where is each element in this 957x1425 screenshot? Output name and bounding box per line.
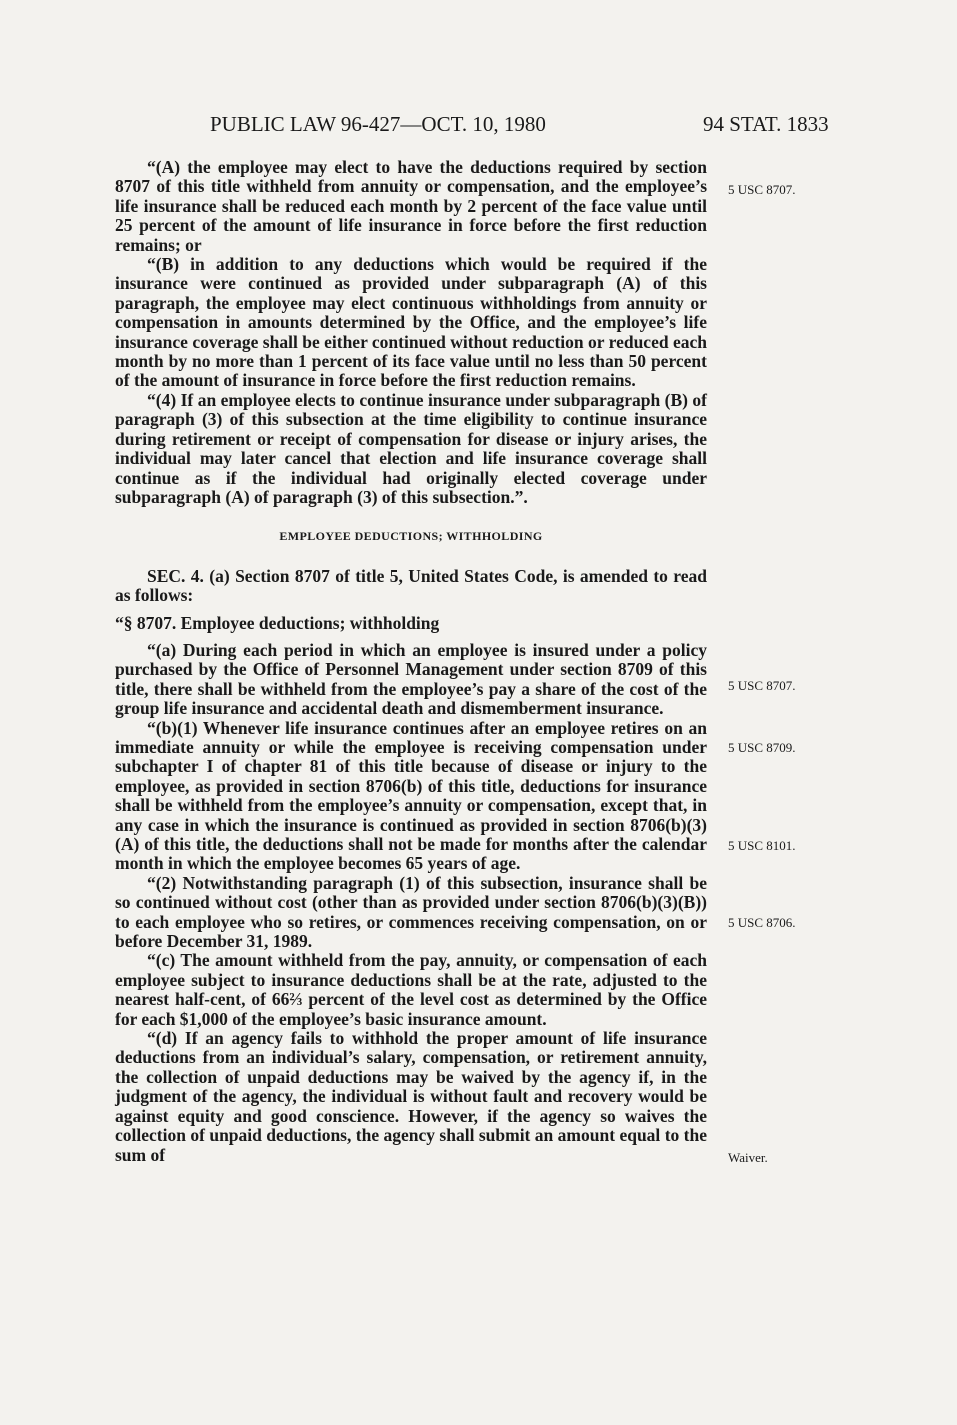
section-4-intro: SEC. 4. (a) Section 8707 of title 5, United States Code, is amended to read as follows:: [115, 565, 707, 606]
margin-note-waiver: Waiver.: [728, 1150, 768, 1165]
subsection-d: “(d) If an agency fails to withhold the proper amount of life insurance deductions from an individual’s salary, compensation, or retirement annuity, the collection of unpaid deductions may be waived by the agency if, in the judgment of the agency, the individual is without fault and recovery would be against equity and good conscience. However, if the agency so waives the collection of unpaid deductions, the agency shall submit an amount equal to the sum of: [115, 1028, 707, 1165]
section-8707-title: “§ 8707. Employee deductions; withholding: [115, 612, 440, 633]
margin-note-usc-8707-b: 5 USC 8707.: [728, 678, 796, 693]
page-header-title: PUBLIC LAW 96-427—OCT. 10, 1980: [210, 112, 546, 136]
margin-note-usc-8101: 5 USC 8101.: [728, 838, 796, 853]
subsection-a: “(a) During each period in which an employee is insured under a policy purchased by the Office of Personnel Management under section 8709 of this title, there shall be withheld from the employee’s pay a share of the cost of the group life insurance and accidental death and dismemberment insurance.: [115, 639, 707, 719]
section-heading: EMPLOYEE DEDUCTIONS; WITHHOLDING: [279, 529, 543, 544]
subsection-b2: “(2) Notwithstanding paragraph (1) of this subsection, insurance shall be so continued without cost (other than as provided under section 8706(b)(3)(B)) to each employee who so retires, or commences receiving compensation, on or before December 31, 1989.: [115, 872, 707, 952]
paragraph-4: “(4) If an employee elects to continue insurance under subparagraph (B) of paragraph (3) of this subsection at the time eligibility to continue insurance during retirement or receipt of compensation for disease or injury arises, the individual may later cancel that election and life insurance coverage shall continue as if the individual had originally elected coverage under subparagraph (A) of paragraph (3) of this subsection.”.: [115, 389, 707, 507]
body-text: [115, 158, 707, 1165]
subsection-b1: “(b)(1) Whenever life insurance continues after an employee retires on an immediate annuity or while the employee is receiving compensation under subchapter I of chapter 81 of this title because of disease or injury to the employee, as provided in section 8706(b) of this title, deductions for insurance shall be withheld from the employee’s annuity or compensation, except that, in any case in which the insurance is continued as provided in section 8706(b)(3)(A) of this title, the deductions shall not be made for months after the calendar month in which the employee becomes 65 years of age.: [115, 717, 707, 874]
paragraph-a: “(A) the employee may elect to have the deductions required by section 8707 of this title withheld from annuity or compensation, and the employee’s life insurance shall be reduced each month by 2 percent of the face value until 25 percent of the amount of life insurance in force before the first reduction remains; or: [115, 157, 707, 255]
page-header-stat: 94 STAT. 1833: [703, 112, 829, 136]
margin-note-usc-8707-a: 5 USC 8707.: [728, 182, 796, 197]
paragraph-b: “(B) in addition to any deductions which would be required if the insurance were continued as provided under subparagraph (A) of this paragraph, the employee may elect continuous withholdings from annuity or compensation in amounts determined by the Office, and the employee’s life insurance coverage shall be either continued without reduction or reduced each month by no more than 1 percent of its face value until no less than 50 percent of the amount of insurance in force before the first reduction remains.: [115, 254, 707, 391]
subsection-c: “(c) The amount withheld from the pay, annuity, or compensation of each employee subject to insurance deductions shall be at the rate, adjusted to the nearest half-cent, of 66⅔ percent of the level cost as determined by the Office for each $1,000 of the employee’s basic insurance amount.: [115, 950, 707, 1029]
margin-note-usc-8709: 5 USC 8709.: [728, 740, 796, 755]
margin-note-usc-8706: 5 USC 8706.: [728, 915, 796, 930]
